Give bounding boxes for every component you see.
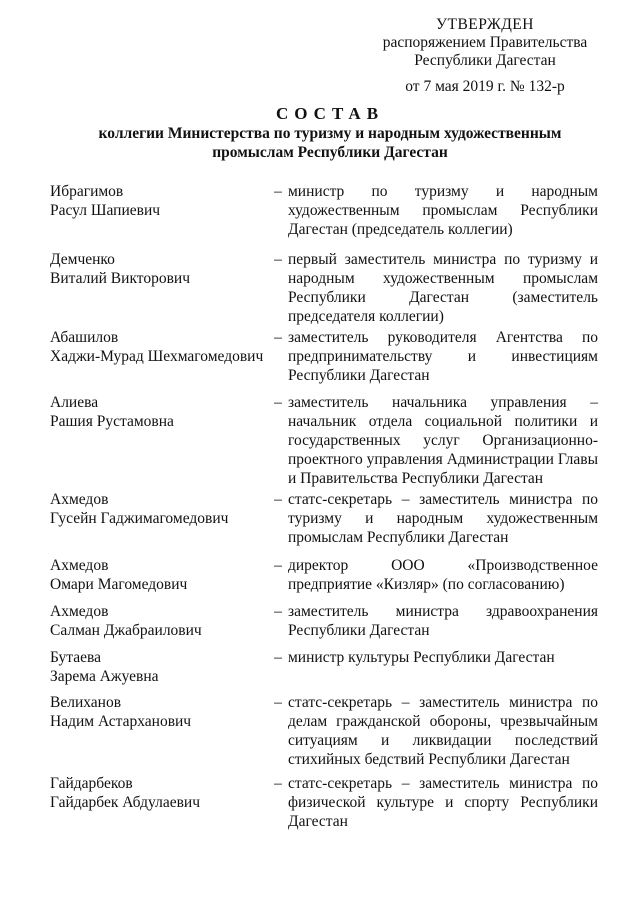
member-role: заместитель руководителя Агентства по предпринимательству и инвестициям Республики Дагестан: [288, 329, 598, 384]
member-name: [50, 182, 272, 220]
member-role: статс-секретарь – заместитель министра по физической культуре и спорту Республики Дагестан: [288, 775, 598, 830]
member-given-names: Гусейн Гаджимагомедович: [50, 510, 229, 527]
member-surname: Демченко: [50, 251, 115, 268]
member-role: статс-секретарь – заместитель министра по делам гражданской обороны, чрезвычайным ситуациям и ликвидации последствий стихийных бедствий Республики Дагестан: [288, 694, 598, 768]
member-role: директор ООО «Производственное предприятие «Кизляр» (по согласованию): [288, 557, 598, 593]
member-dash: –: [274, 557, 282, 574]
member-given-names: Салман Джабраилович: [50, 622, 202, 639]
member-role: министр культуры Республики Дагестан: [288, 649, 555, 666]
member-name: [50, 393, 272, 431]
member-dash: –: [274, 694, 282, 711]
member-surname: Бутаева: [50, 649, 101, 666]
member-given-names: Гайдарбек Абдулаевич: [50, 794, 200, 811]
member-dash: –: [274, 775, 282, 792]
member-dash: –: [274, 394, 282, 411]
member-given-names: Виталий Викторович: [50, 270, 190, 287]
member-dash: –: [274, 183, 282, 200]
member-dash: –: [274, 603, 282, 620]
member-given-names: Расул Шапиевич: [50, 202, 161, 219]
member-name: [50, 490, 272, 528]
member-name: [50, 250, 272, 288]
member-dash: –: [274, 649, 282, 666]
approval-line-2: Республики Дагестан: [414, 52, 556, 69]
member-surname: Алиева: [50, 394, 99, 411]
member-name: [50, 693, 272, 731]
member-dash: –: [274, 491, 282, 508]
approval-stamp: [380, 16, 590, 95]
approval-line-1: распоряжением Правительства: [382, 34, 588, 51]
member-role: министр по туризму и народным художественным промыслам Республики Дагестан (председатель коллегии): [288, 183, 598, 238]
approval-date: от 7 мая 2019 г. № 132-р: [405, 78, 565, 95]
member-surname: Ахмедов: [50, 603, 109, 620]
member-role: заместитель начальника управления – начальник отдела социальной политики и государственных услуг Организационно-проектного управления Администрации Главы и Правительства Республики Дагестан: [288, 394, 598, 487]
member-surname: Гайдарбеков: [50, 775, 133, 792]
member-surname: Абашилов: [50, 329, 119, 346]
member-given-names: Омари Магомедович: [50, 576, 188, 593]
member-surname: Велиханов: [50, 694, 122, 711]
approval-title: УТВЕРЖДЕН: [436, 16, 534, 33]
member-role: статс-секретарь – заместитель министра по туризму и народным художественным промыслам Республики Дагестан: [288, 491, 598, 546]
member-given-names: Хаджи-Мурад Шехмагомедович: [50, 348, 264, 365]
member-name: [50, 774, 272, 812]
member-role: заместитель министра здравоохранения Республики Дагестан: [288, 603, 598, 639]
member-given-names: Зарема Ажуевна: [50, 668, 159, 685]
member-given-names: Рашия Рустамовна: [50, 413, 174, 430]
document-title: СОСТАВ: [275, 104, 385, 123]
member-name: [50, 556, 272, 594]
member-surname: Ахмедов: [50, 557, 109, 574]
member-given-names: Надим Астарханович: [50, 713, 192, 730]
member-role: первый заместитель министра по туризму и народным художественным промыслам Республики Дагестан (заместитель председателя коллегии): [288, 251, 598, 325]
member-dash: –: [274, 251, 282, 268]
member-name: [50, 648, 272, 686]
member-surname: Ахмедов: [50, 491, 109, 508]
member-name: [50, 602, 272, 640]
member-name: [50, 328, 272, 366]
member-dash: –: [274, 329, 282, 346]
member-surname: Ибрагимов: [50, 183, 124, 200]
document-subtitle: коллегии Министерства по туризму и народным художественным промыслам Республики Дагестан: [98, 125, 562, 161]
